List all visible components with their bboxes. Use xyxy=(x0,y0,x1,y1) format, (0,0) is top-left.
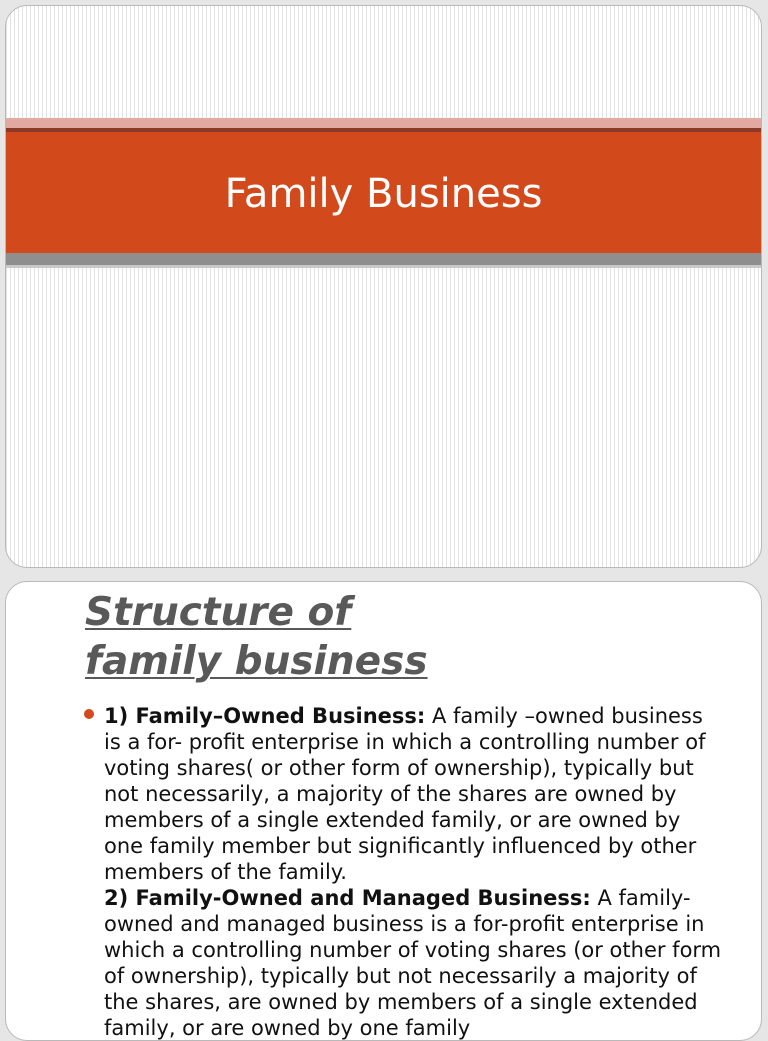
title-slide xyxy=(5,5,762,568)
slide-heading-text: Structure of family business xyxy=(85,590,428,684)
title-band-bottom-stripe xyxy=(6,253,761,265)
bullet-text xyxy=(104,703,724,1041)
bullet-icon xyxy=(84,709,94,719)
slide-heading xyxy=(85,588,485,686)
item-label-1: 1) Family–Owned Business: xyxy=(104,704,426,728)
item-text-2: A family-owned and managed business is a for-profit enterprise in which a controlling number of voting shares (or other form of ownership), typically but not necessarily a majority of the shares, are owned by members of a single extended family, or are owned by one family xyxy=(104,886,722,1040)
slide-title: Family Business xyxy=(224,170,543,217)
title-band-highlight xyxy=(6,118,761,128)
content-slide xyxy=(5,581,762,1041)
title-band xyxy=(6,132,761,253)
title-band-bottom-edge xyxy=(6,265,761,268)
bullet-list-item xyxy=(84,703,724,1041)
item-label-2: 2) Family-Owned and Managed Business: xyxy=(104,886,591,910)
item-text-1: A family –owned business is a for- profit enterprise in which a controlling number of voting shares( or other form of ownership), typically but not necessarily, a majority of the shares are owned by members of a single extended family, or are owned by one family member but significantly influenced by other members of the family. xyxy=(104,704,706,884)
